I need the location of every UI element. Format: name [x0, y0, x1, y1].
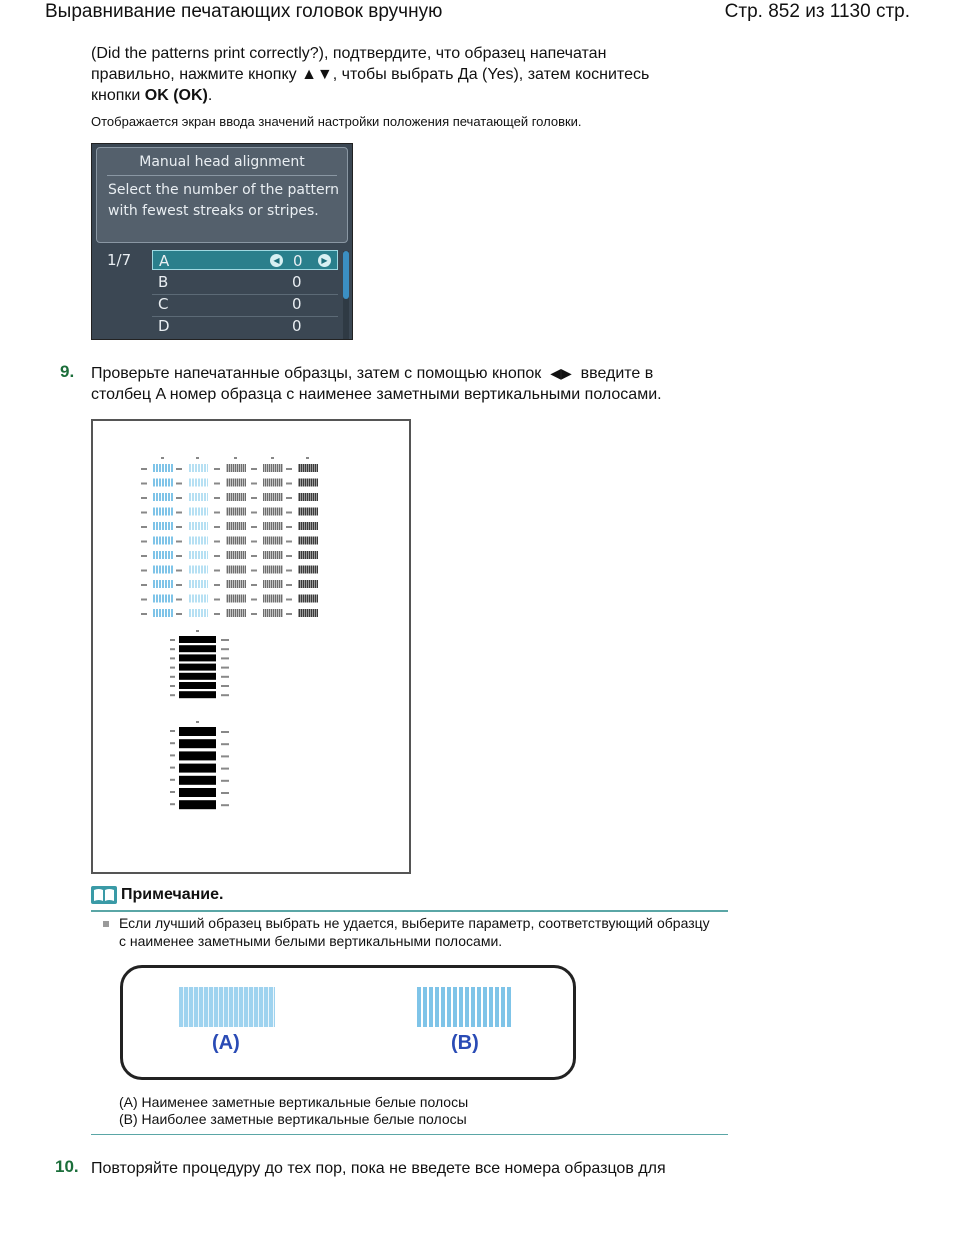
- pattern-tick-mark: [170, 639, 175, 641]
- pattern-block: [188, 551, 208, 559]
- pattern-tick-mark: [214, 555, 220, 557]
- pattern-block: [298, 609, 318, 617]
- pattern-tick-mark: [271, 457, 274, 459]
- page-counter: Стр. 852 из 1130 стр.: [724, 1, 910, 22]
- pattern-block: [263, 493, 283, 501]
- pattern-tick-mark: [196, 630, 199, 632]
- pattern-tick-mark: [251, 570, 257, 572]
- pattern-block: [263, 566, 283, 574]
- caption-b: (B) Наиболее заметные вертикальные белые полосы: [119, 1111, 467, 1127]
- pattern-black-bar: [179, 776, 216, 785]
- alignment-pattern-image: [93, 421, 409, 872]
- pattern-tick-mark: [214, 584, 220, 586]
- pattern-tick-mark: [141, 497, 147, 499]
- pattern-block: [298, 479, 318, 487]
- pattern-tick-mark: [214, 570, 220, 572]
- pattern-tick-mark: [176, 599, 182, 601]
- pattern-tick-mark: [286, 526, 292, 528]
- pattern-tick-mark: [214, 468, 220, 470]
- pattern-block: [153, 595, 173, 603]
- pattern-black-bar: [179, 636, 216, 643]
- pattern-tick-mark: [170, 754, 175, 756]
- pattern-tick-mark: [176, 555, 182, 557]
- pattern-block: [226, 537, 246, 545]
- pattern-block: [263, 522, 283, 530]
- pattern-tick-mark: [176, 497, 182, 499]
- pattern-black-bar: [179, 654, 216, 661]
- pattern-tick-mark: [251, 599, 257, 601]
- pattern-tick-mark: [286, 613, 292, 615]
- pattern-tick-mark: [196, 721, 199, 723]
- pattern-tick-mark: [214, 512, 220, 514]
- pattern-tick-mark: [286, 599, 292, 601]
- pattern-tick-mark: [176, 613, 182, 615]
- pattern-tick-mark: [141, 468, 147, 470]
- pattern-tick-mark: [251, 497, 257, 499]
- pattern-black-bar: [179, 800, 216, 809]
- pattern-black-bar: [179, 788, 216, 797]
- intro-paragraph: [91, 43, 731, 106]
- pattern-black-bar: [179, 764, 216, 773]
- pattern-tick-mark: [251, 526, 257, 528]
- pattern-b-label: (B): [451, 1032, 479, 1054]
- pattern-tick-mark: [141, 584, 147, 586]
- pattern-tick-mark: [221, 685, 229, 687]
- pattern-tick-mark: [176, 570, 182, 572]
- pattern-block: [226, 479, 246, 487]
- pattern-block: [188, 464, 208, 472]
- pattern-tick-mark: [170, 676, 175, 678]
- pattern-tick-mark: [141, 599, 147, 601]
- lcd-scrollbar-thumb[interactable]: [343, 251, 349, 299]
- pattern-block: [153, 537, 173, 545]
- pattern-tick-mark: [161, 457, 164, 459]
- pattern-black-bar: [179, 682, 216, 689]
- pattern-tick-mark: [141, 613, 147, 615]
- pattern-tick-mark: [170, 767, 175, 769]
- pattern-block: [263, 580, 283, 588]
- pattern-tick-mark: [141, 483, 147, 485]
- pattern-tick-mark: [170, 694, 175, 696]
- pattern-tick-mark: [141, 555, 147, 557]
- note-heading: Примечание.: [121, 886, 224, 903]
- pattern-tick-mark: [221, 743, 229, 745]
- pattern-tick-mark: [141, 570, 147, 572]
- pattern-tick-mark: [170, 667, 175, 669]
- pattern-tick-mark: [251, 512, 257, 514]
- lcd-row-b[interactable]: B 0: [158, 273, 302, 291]
- pattern-tick-mark: [306, 457, 309, 459]
- printed-pattern-sheet: [91, 419, 411, 874]
- note-divider: [91, 910, 728, 912]
- lcd-page-indicator: 1/7: [107, 251, 132, 269]
- pattern-block: [263, 508, 283, 516]
- pattern-tick-mark: [141, 526, 147, 528]
- pattern-block: [298, 508, 318, 516]
- pattern-tick-mark: [251, 483, 257, 485]
- pattern-block: [153, 609, 173, 617]
- lcd-title-divider: [107, 175, 337, 176]
- intro-line-1: (Did the patterns print correctly?), подтвердите, что образец напечатан: [91, 45, 607, 62]
- step-number: 10.: [55, 1157, 79, 1176]
- pattern-tick-mark: [286, 468, 292, 470]
- pattern-tick-mark: [170, 657, 175, 659]
- pattern-block: [188, 566, 208, 574]
- pattern-black-bar: [179, 673, 216, 680]
- step-9-text: Проверьте напечатанные образцы, затем с помощью кнопок ◀▶ введите в столбец A номер образца с наименее заметными вертикальными полосами.: [91, 365, 662, 403]
- pattern-tick-mark: [214, 599, 220, 601]
- pattern-tick-mark: [221, 657, 229, 659]
- pattern-black-bar: [179, 691, 216, 698]
- book-icon: [91, 886, 117, 904]
- pattern-tick-mark: [214, 541, 220, 543]
- pattern-tick-mark: [286, 555, 292, 557]
- pattern-block: [263, 537, 283, 545]
- pattern-block: [298, 464, 318, 472]
- pattern-tick-mark: [251, 555, 257, 557]
- lcd-row-d[interactable]: D 0: [158, 317, 302, 335]
- pattern-block: [226, 580, 246, 588]
- lcd-row-c[interactable]: C 0: [158, 295, 302, 313]
- pattern-tick-mark: [251, 541, 257, 543]
- pattern-tick-mark: [221, 780, 229, 782]
- left-arrow-icon[interactable]: ◀: [270, 254, 283, 267]
- pattern-tick-mark: [141, 512, 147, 514]
- pattern-tick-mark: [286, 570, 292, 572]
- pattern-tick-mark: [286, 497, 292, 499]
- pattern-block: [153, 551, 173, 559]
- pattern-black-bar: [179, 727, 216, 736]
- pattern-block: [298, 551, 318, 559]
- pattern-tick-mark: [170, 779, 175, 781]
- pattern-tick-mark: [221, 676, 229, 678]
- page-title: Выравнивание печатающих головок вручную: [45, 1, 443, 22]
- pattern-block: [263, 464, 283, 472]
- pattern-block: [153, 493, 173, 501]
- pattern-tick-mark: [251, 468, 257, 470]
- lcd-message: Select the number of the pattern with fewest streaks or stripes.: [108, 182, 339, 219]
- pattern-tick-mark: [176, 584, 182, 586]
- pattern-block: [153, 479, 173, 487]
- pattern-tick-mark: [286, 584, 292, 586]
- pattern-tick-mark: [221, 804, 229, 806]
- pattern-tick-mark: [251, 613, 257, 615]
- pattern-block: [226, 522, 246, 530]
- lcd-row-a[interactable]: A ◀ 0 ▶: [152, 250, 338, 270]
- pattern-block: [188, 522, 208, 530]
- pattern-tick-mark: [196, 457, 199, 459]
- lcd-title: Manual head alignment: [139, 154, 305, 170]
- pattern-tick-mark: [170, 791, 175, 793]
- right-arrow-icon[interactable]: ▶: [318, 254, 331, 267]
- lcd-caption: Отображается экран ввода значений настройки положения печатающей головки.: [91, 114, 582, 129]
- pattern-block: [263, 551, 283, 559]
- pattern-tick-mark: [176, 541, 182, 543]
- pattern-tick-mark: [234, 457, 237, 459]
- pattern-tick-mark: [221, 639, 229, 641]
- pattern-tick-mark: [170, 730, 175, 732]
- lcd-message-box: [96, 147, 348, 243]
- pattern-tick-mark: [251, 584, 257, 586]
- pattern-tick-mark: [221, 648, 229, 650]
- pattern-block: [298, 566, 318, 574]
- pattern-tick-mark: [176, 468, 182, 470]
- caption-a: (A) Наименее заметные вертикальные белые полосы: [119, 1094, 469, 1110]
- bullet-icon: [103, 921, 109, 927]
- pattern-black-bar: [179, 645, 216, 652]
- pattern-block: [298, 493, 318, 501]
- pattern-tick-mark: [286, 512, 292, 514]
- pattern-tick-mark: [221, 768, 229, 770]
- pattern-tick-mark: [170, 803, 175, 805]
- pattern-black-bar: [179, 739, 216, 748]
- pattern-tick-mark: [286, 541, 292, 543]
- pattern-block: [226, 464, 246, 472]
- pattern-tick-mark: [176, 512, 182, 514]
- pattern-block: [188, 595, 208, 603]
- pattern-block: [298, 580, 318, 588]
- pattern-black-bar: [179, 664, 216, 671]
- intro-line-3: кнопки OK (OK).: [91, 87, 213, 104]
- left-right-arrows-icon: ◀▶: [550, 365, 572, 381]
- pattern-block: [188, 580, 208, 588]
- pattern-block: [298, 537, 318, 545]
- pattern-tick-mark: [214, 526, 220, 528]
- step-number: 9.: [60, 362, 75, 381]
- pattern-tick-mark: [221, 667, 229, 669]
- intro-line-2: правильно, нажмите кнопку ▲▼, чтобы выбрать Да (Yes), затем коснитесь: [91, 66, 650, 83]
- pattern-block: [188, 493, 208, 501]
- pattern-block: [226, 566, 246, 574]
- pattern-tick-mark: [221, 755, 229, 757]
- pattern-tick-mark: [221, 731, 229, 733]
- pattern-block: [226, 493, 246, 501]
- pattern-block: [226, 609, 246, 617]
- pattern-block: [226, 508, 246, 516]
- pattern-block: [153, 522, 173, 530]
- pattern-block: [153, 508, 173, 516]
- pattern-tick-mark: [170, 648, 175, 650]
- pattern-tick-mark: [221, 792, 229, 794]
- pattern-tick-mark: [214, 613, 220, 615]
- ok-button-name: OK (OK): [144, 87, 208, 104]
- pattern-block: [188, 479, 208, 487]
- pattern-block: [263, 609, 283, 617]
- note-text: Если лучший образец выбрать не удается, выберите параметр, соответствующий образцу с наименее заметными белыми вертикальными полосами.: [119, 915, 710, 949]
- pattern-block: [153, 464, 173, 472]
- pattern-a-swatch: [179, 987, 275, 1027]
- pattern-block: [298, 522, 318, 530]
- note-end-divider: [91, 1134, 728, 1135]
- pattern-block: [263, 595, 283, 603]
- pattern-a-label: (A): [212, 1032, 240, 1054]
- step-10-text: Повторяйте процедуру до тех пор, пока не введете все номера образцов для: [91, 1160, 666, 1177]
- pattern-block: [226, 595, 246, 603]
- pattern-block: [153, 580, 173, 588]
- pattern-tick-mark: [176, 483, 182, 485]
- pattern-tick-mark: [214, 497, 220, 499]
- pattern-block: [298, 595, 318, 603]
- pattern-tick-mark: [170, 742, 175, 744]
- pattern-block: [226, 551, 246, 559]
- pattern-block: [188, 508, 208, 516]
- pattern-tick-mark: [141, 541, 147, 543]
- pattern-tick-mark: [176, 526, 182, 528]
- pattern-black-bar: [179, 751, 216, 760]
- pattern-tick-mark: [286, 483, 292, 485]
- lcd-screen: [91, 143, 353, 340]
- pattern-tick-mark: [170, 685, 175, 687]
- pattern-tick-mark: [221, 694, 229, 696]
- pattern-b-swatch: [417, 987, 513, 1027]
- pattern-block: [263, 479, 283, 487]
- pattern-block: [188, 537, 208, 545]
- pattern-tick-mark: [214, 483, 220, 485]
- pattern-block: [153, 566, 173, 574]
- pattern-block: [188, 609, 208, 617]
